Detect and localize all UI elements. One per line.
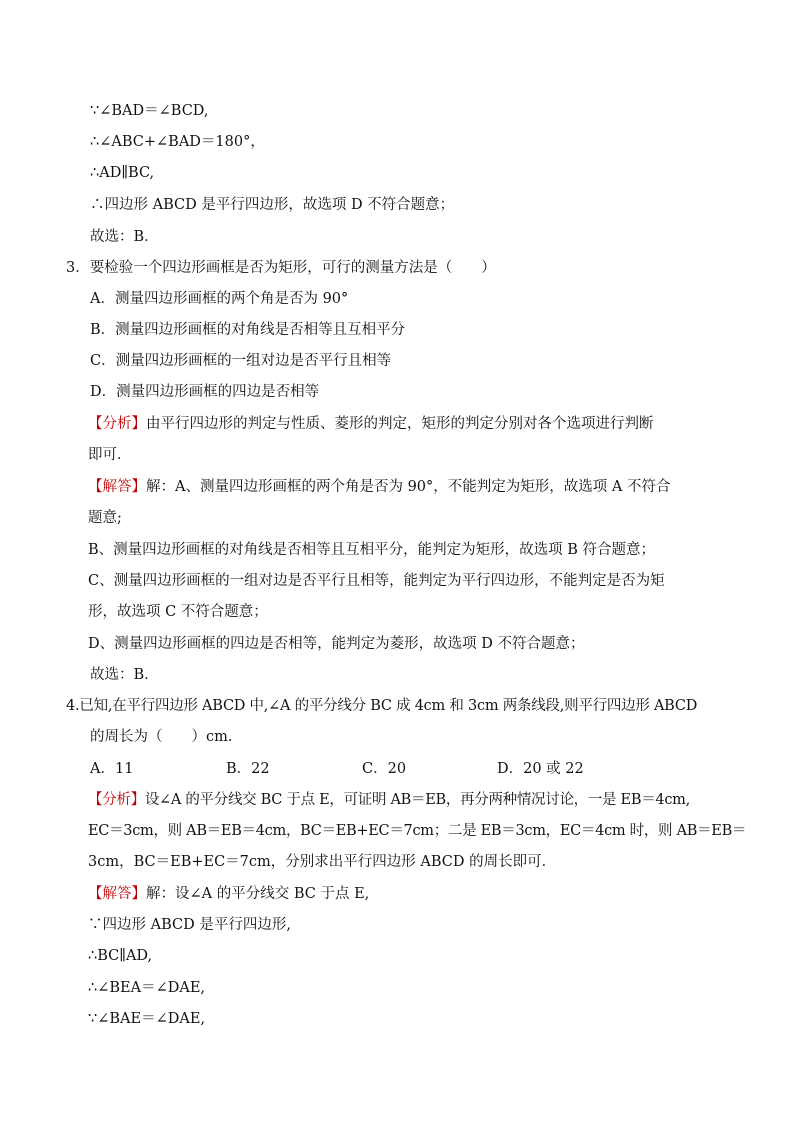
q4-analysis: [88, 790, 690, 810]
answer-text: 解：设∠A 的平分线交 BC 于点 E,: [146, 886, 370, 902]
answer-tag: 【解答】: [88, 886, 146, 902]
q3-answer: [88, 477, 670, 497]
q3-answer-line: D、测量四边形画框的四边是否相等，能判定为菱形，故选项 D 不符合题意；: [88, 636, 585, 652]
q4-analysis-line: EC＝3cm，则 AB＝EB＝4cm，BC＝EB+EC＝7cm；二是 EB＝3cm，EC＝4cm 时，则 AB＝EB＝: [88, 823, 747, 839]
solution-line: ∴四边形 ABCD 是平行四边形，故选项 D 不符合题意；: [90, 197, 455, 213]
q4-analysis-line: 3cm，BC＝EB+EC＝7cm，分别求出平行四边形 ABCD 的周长即可．: [88, 854, 557, 870]
answer-tag: 【解答】: [88, 479, 146, 495]
q3-analysis-cont: 即可．: [88, 447, 132, 463]
q4-option-b: B．22: [226, 761, 270, 777]
q4-answer-line: ∴∠BEA＝∠DAE,: [88, 980, 206, 996]
q3-answer-line: 形，故选项 C 不符合题意；: [88, 604, 268, 620]
solution-line: ∴AD∥BC,: [90, 165, 155, 181]
question-4-stem: 4.已知,在平行四边形 ABCD 中,∠A 的平分线分 BC 成 4cm 和 3cm 两条线段,则平行四边形 ABCD: [66, 698, 698, 714]
answer-text: 解：A、测量四边形画框的两个角是否为 90°，不能判定为矩形，故选项 A 不符合: [146, 479, 671, 495]
q3-analysis: [88, 414, 654, 434]
q4-answer-line: ∴BC∥AD,: [88, 948, 153, 964]
q3-answer-line: C、测量四边形画框的一组对边是否平行且相等，能判定为平行四边形，不能判定是否为矩: [88, 573, 665, 589]
question-4-stem-cont: 的周长为（ ）cm.: [90, 729, 233, 745]
q3-answer-line: B、测量四边形画框的对角线是否相等且互相平分，能判定为矩形，故选项 B 符合题意；: [88, 542, 656, 558]
question-3-stem: 3．要检验一个四边形画框是否为矩形，可行的测量方法是（ ）: [66, 260, 496, 276]
q3-option-b: B．测量四边形画框的对角线是否相等且互相平分: [90, 322, 406, 338]
q4-option-a: A．11: [90, 761, 134, 777]
analysis-tag: 【分析】: [88, 416, 146, 432]
q4-option-d: D．20 或 22: [497, 761, 584, 777]
solution-line: ∵∠BAD＝∠BCD,: [90, 103, 209, 119]
analysis-text: 设∠A 的平分线交 BC 于点 E，可证明 AB＝EB，再分两种情况讨论，一是 EB＝4cm,: [144, 792, 690, 808]
q4-option-c: C．20: [362, 761, 407, 777]
solution-line: 故选：B．: [90, 229, 159, 245]
q3-option-c: C．测量四边形画框的一组对边是否平行且相等: [90, 353, 392, 369]
q3-answer-line: 故选：B．: [90, 667, 159, 683]
analysis-tag: 【分析】: [88, 792, 145, 808]
solution-line: ∴∠ABC+∠BAD＝180°，: [90, 134, 265, 150]
q3-option-a: A．测量四边形画框的两个角是否为 90°: [90, 291, 349, 307]
q4-answer-line: ∵四边形 ABCD 是平行四边形,: [88, 917, 291, 933]
analysis-text: 由平行四边形的判定与性质、菱形的判定，矩形的判定分别对各个选项进行判断: [146, 416, 654, 432]
q4-answer: [88, 884, 369, 904]
q4-answer-line: ∵∠BAE＝∠DAE,: [88, 1011, 206, 1027]
q3-answer-line: 题意;: [88, 510, 122, 526]
q3-option-d: D．测量四边形画框的四边是否相等: [90, 384, 320, 400]
